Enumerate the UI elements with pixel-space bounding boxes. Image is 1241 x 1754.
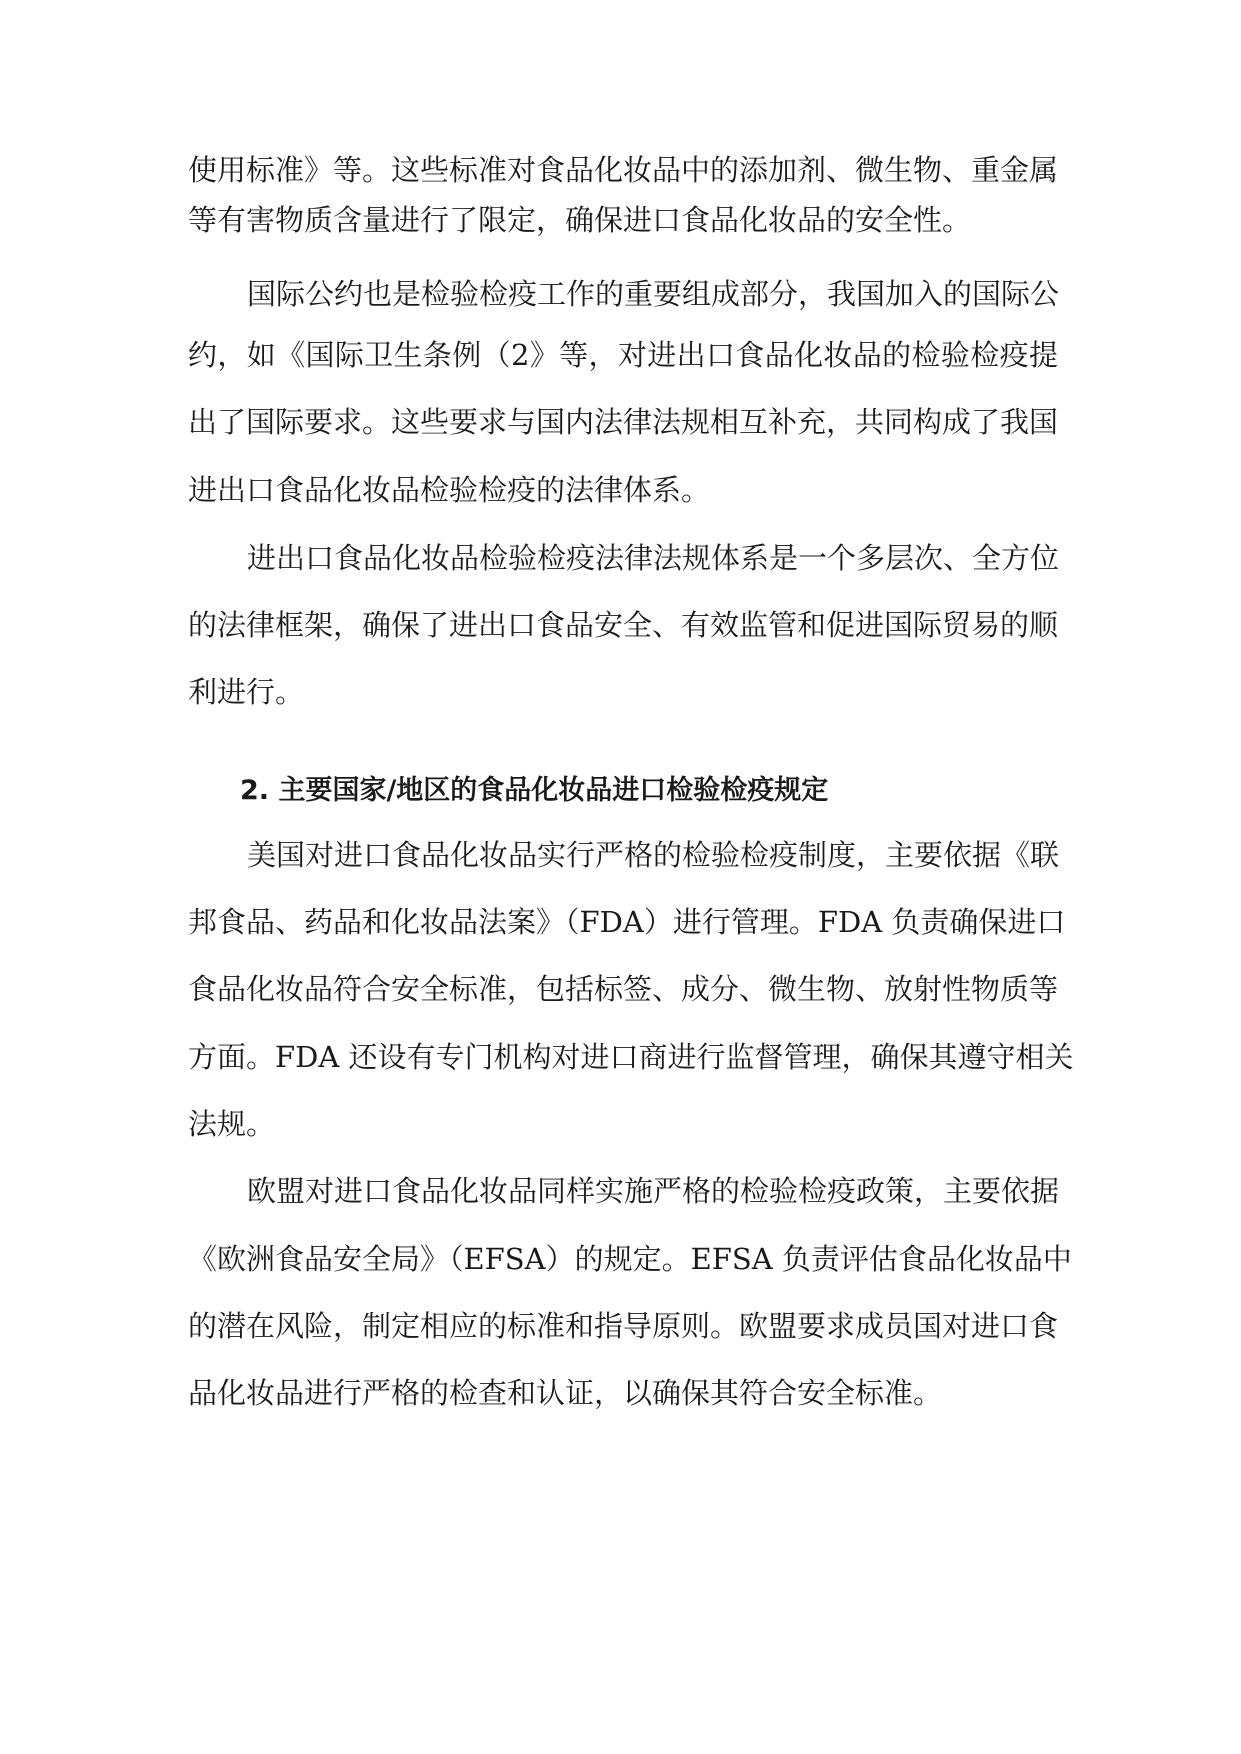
paragraph-line: 欧盟对进口食品化妆品同样实施严格的检验检疫政策，主要依据 [247, 1174, 1060, 1208]
paragraph-line: 进出口食品化妆品检验检疫法律法规体系是一个多层次、全方位 [247, 541, 1060, 575]
paragraph-line: 美国对进口食品化妆品实行严格的检验检疫制度，主要依据《联 [247, 838, 1060, 872]
paragraph-line: 利进行。 [188, 675, 305, 709]
paragraph-line: 约，如《国际卫生条例（2》等，对进出口食品化妆品的检验检疫提 [188, 338, 1058, 372]
paragraph-line: 的潜在风险，制定相应的标准和指导原则。欧盟要求成员国对进口食 [188, 1309, 1059, 1343]
paragraph-line: 《欧洲食品安全局》（EFSA）的规定。EFSA 负责评估食品化妆品中 [188, 1242, 1072, 1276]
paragraph-line: 邦食品、药品和化妆品法案》（FDA）进行管理。FDA 负责确保进口 [188, 905, 1066, 939]
paragraph-line: 方面。FDA 还设有专门机构对进口商进行监督管理，确保其遵守相关 [188, 1040, 1074, 1074]
paragraph-line: 出了国际要求。这些要求与国内法律法规相互补充，共同构成了我国 [188, 405, 1059, 439]
paragraph-line: 品化妆品进行严格的检查和认证，以确保其符合安全标准。 [188, 1376, 943, 1410]
paragraph-line: 使用标准》等。这些标准对食品化妆品中的添加剂、微生物、重金属 [188, 153, 1059, 187]
paragraph-line: 国际公约也是检验检疫工作的重要组成部分，我国加入的国际公 [247, 277, 1060, 311]
paragraph-line: 食品化妆品符合安全标准，包括标签、成分、微生物、放射性物质等 [188, 972, 1059, 1006]
paragraph-line: 法规。 [188, 1107, 276, 1141]
paragraph-line: 的法律框架，确保了进出口食品安全、有效监管和促进国际贸易的顺 [188, 608, 1059, 642]
paragraph-line: 进出口食品化妆品检验检疫的法律体系。 [188, 473, 711, 507]
section-heading: 2. 主要国家/地区的食品化妆品进口检验检疫规定 [240, 775, 829, 806]
paragraph-line: 等有害物质含量进行了限定，确保进口食品化妆品的安全性。 [188, 203, 972, 237]
